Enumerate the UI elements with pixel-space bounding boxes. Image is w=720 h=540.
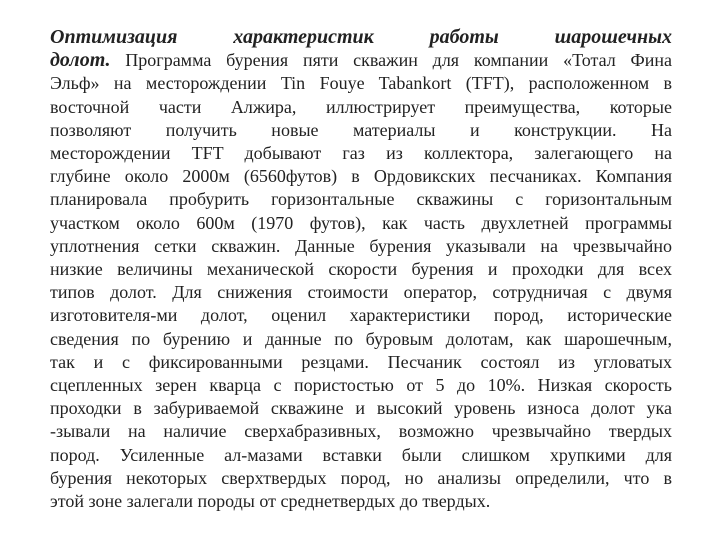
text-line: восточной части Алжира, иллюстрирует преимущества, которые xyxy=(50,96,672,117)
text-line xyxy=(50,49,672,72)
text-line: низкие величины механической скорости бурения и проходки для всех xyxy=(50,259,672,280)
heading-word: долот. xyxy=(50,49,111,72)
text-line: бурения некоторых сверхтвердых пород, но анализы определили, что в xyxy=(50,467,672,488)
text-line: позволяют получить новые материалы и конструкции. На xyxy=(50,119,672,140)
text-line: глубине около 2000м (6560футов) в Ордовикских песчаниках. Компания xyxy=(50,166,672,187)
text-line: сведения по бурению и данные по буровым долотам, как шарошечным, xyxy=(50,328,672,349)
text-line: -зывали на наличие сверхабразивных, возможно чрезвычайно твердых xyxy=(50,421,672,442)
text-line: пород. Усиленные ал-мазами вставки были слишком хрупкими для xyxy=(50,444,672,465)
text-line: планировала пробурить горизонтальные скважины с горизонтальным xyxy=(50,189,672,210)
text-line: так и с фиксированными резцами. Песчаник состоял из угловатых xyxy=(50,351,672,372)
text-line: типов долот. Для снижения стоимости оператор, сотрудничая с двумя xyxy=(50,282,672,303)
text-line: месторождении TFT добывают газ из коллектора, залегающего на xyxy=(50,143,672,164)
text-line: Эльф» на месторождении Tin Fouye Tabankort (TFT), расположенном в xyxy=(50,73,672,94)
text-line: изготовителя-ми долот, оценил характеристики пород, исторические xyxy=(50,305,672,326)
text-line-content: Программа бурения пяти скважин для компании «Тотал Фина xyxy=(110,50,672,71)
text-line: сцепленных зерен кварца с пористостью от 5 до 10%. Низкая скорость xyxy=(50,375,672,396)
text-line: проходки в забуриваемой скважине и высокий уровень износа долот ука xyxy=(50,398,672,419)
text-line: участком около 600м (1970 футов), как часть двухлетней программы xyxy=(50,212,672,233)
body-paragraph xyxy=(50,26,672,513)
heading-line: Оптимизация характеристик работы шарошечных xyxy=(50,26,672,48)
text-line: этой зоне залегали породы от среднетвердых до твердых. xyxy=(50,491,491,512)
text-line: уплотнения сетки скважин. Данные бурения указывали на чрезвычайно xyxy=(50,235,672,256)
